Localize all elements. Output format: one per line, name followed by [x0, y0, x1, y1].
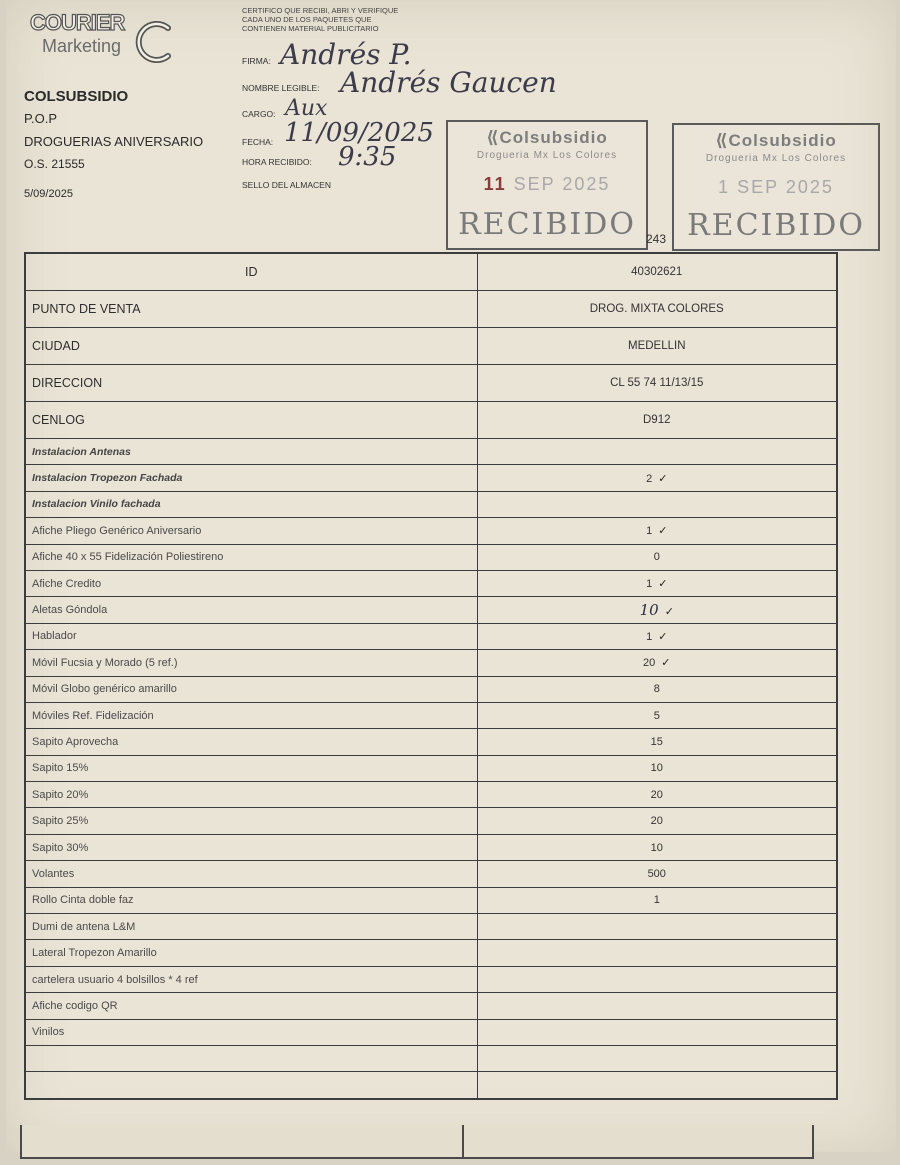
table-header-row — [25, 328, 837, 365]
stamp-date — [448, 174, 646, 195]
item-quantity — [477, 729, 837, 755]
table-row — [25, 439, 837, 465]
item-quantity — [477, 702, 837, 728]
stamp-brand: ⟪Colsubsidio — [715, 131, 837, 150]
row-label: CENLOG — [25, 402, 477, 439]
table-row — [25, 676, 837, 702]
certification-line-2: CADA UNO DE LOS PAQUETES QUE — [242, 15, 372, 24]
item-quantity — [477, 518, 837, 544]
row-label: CIUDAD — [25, 328, 477, 365]
table-row — [25, 755, 837, 781]
item-label: Sapito Aprovecha — [25, 729, 477, 755]
checkmark-icon: ✓ — [664, 605, 674, 619]
item-label — [25, 1045, 477, 1071]
item-label: Afiche 40 x 55 Fidelización Poliestireno — [25, 544, 477, 570]
underlying-divider — [462, 1125, 464, 1157]
item-label: Sapito 30% — [25, 834, 477, 860]
certification-line-3: CONTIENEN MATERIAL PUBLICITARIO — [242, 24, 379, 33]
table-row — [25, 702, 837, 728]
quantity-value: 0 — [653, 551, 660, 564]
item-label: Lateral Tropezon Amarillo — [25, 940, 477, 966]
item-quantity — [477, 439, 837, 465]
quantity-value: 500 — [647, 867, 666, 880]
row-label: PUNTO DE VENTA — [25, 291, 477, 328]
received-stamp-2 — [672, 123, 880, 251]
item-label: Móvil Fucsia y Morado (5 ref.) — [25, 650, 477, 676]
item-quantity — [477, 570, 837, 596]
stamp-store: Drogueria Mx Los Colores — [476, 150, 618, 161]
table-row — [25, 544, 837, 570]
stamp-store: Drogueria Mx Los Colores — [705, 153, 847, 164]
item-label: Vinilos — [25, 1019, 477, 1045]
cargo-value: Aux — [285, 96, 328, 121]
item-quantity — [477, 966, 837, 992]
table-row — [25, 465, 837, 491]
row-value: DROG. MIXTA COLORES — [477, 291, 837, 328]
item-quantity — [477, 861, 837, 887]
quantity-value: 20 — [643, 657, 656, 670]
hora-label: HORA RECIBIDO: — [242, 157, 312, 167]
item-quantity — [477, 1019, 837, 1045]
item-label: Afiche codigo QR — [25, 993, 477, 1019]
quantity-value: 10 — [650, 762, 663, 775]
quantity-value: 15 — [650, 735, 663, 748]
table-row — [25, 1045, 837, 1071]
item-label — [25, 1072, 477, 1099]
stamp-number: 243 — [646, 232, 667, 246]
item-quantity — [477, 940, 837, 966]
item-quantity — [477, 597, 837, 623]
table-row — [25, 914, 837, 940]
item-label: Rollo Cinta doble faz — [25, 887, 477, 913]
table-row — [25, 887, 837, 913]
hora-value: 9:35 — [338, 142, 397, 172]
table-header-row — [25, 291, 837, 328]
quantity-value: 1 — [646, 630, 653, 643]
fecha-label: FECHA: — [242, 137, 274, 147]
certification-line-1: CERTIFICO QUE RECIBI, ABRI Y VERIFIQUE — [242, 6, 399, 15]
item-label: Volantes — [25, 861, 477, 887]
item-quantity — [477, 887, 837, 913]
table-row — [25, 861, 837, 887]
logo-c-icon — [130, 16, 180, 66]
quantity-value: 8 — [653, 683, 660, 696]
item-label: Instalacion Tropezon Fachada — [25, 465, 477, 491]
checkmark-icon: ✓ — [658, 577, 668, 591]
item-quantity — [477, 544, 837, 570]
underlying-sheet — [20, 1125, 814, 1159]
row-value: 40302621 — [477, 253, 837, 291]
table-row — [25, 993, 837, 1019]
item-label: Hablador — [25, 623, 477, 649]
stamp-date — [674, 177, 878, 198]
quantity-value: 20 — [650, 815, 663, 828]
item-label: Afiche Credito — [25, 570, 477, 596]
quantity-value: 10 — [650, 841, 663, 854]
item-quantity — [477, 465, 837, 491]
item-label: cartelera usuario 4 bolsillos * 4 ref — [25, 966, 477, 992]
item-quantity — [477, 1072, 837, 1099]
item-quantity — [477, 914, 837, 940]
row-label: DIRECCION — [25, 365, 477, 402]
quantity-value: 20 — [650, 788, 663, 801]
row-label: ID — [25, 253, 477, 291]
stamp-brand: ⟪Colsubsidio — [486, 128, 608, 147]
item-quantity — [477, 993, 837, 1019]
firma-label: FIRMA: — [242, 56, 271, 66]
material-checklist-table — [24, 252, 838, 1100]
cargo-label: CARGO: — [242, 109, 276, 119]
logo-sub-text: Marketing — [42, 36, 122, 56]
quantity-value: 5 — [653, 709, 660, 722]
item-label: Móvil Globo genérico amarillo — [25, 676, 477, 702]
table-row — [25, 782, 837, 808]
firma-signature: Andrés P. — [280, 38, 412, 71]
table-row — [25, 729, 837, 755]
certification-text — [242, 6, 472, 33]
table-row — [25, 491, 837, 517]
table-row — [25, 834, 837, 860]
nombre-label: NOMBRE LEGIBLE: — [242, 83, 320, 93]
item-label: Sapito 25% — [25, 808, 477, 834]
courier-marketing-logo — [30, 10, 180, 65]
table-row — [25, 518, 837, 544]
item-quantity — [477, 491, 837, 517]
row-value: CL 55 74 11/13/15 — [477, 365, 837, 402]
item-label: Aletas Góndola — [25, 597, 477, 623]
item-quantity — [477, 676, 837, 702]
item-quantity — [477, 623, 837, 649]
table-row — [25, 1019, 837, 1045]
logo-brand-text: COURIER — [30, 10, 125, 35]
table-header-row — [25, 402, 837, 439]
item-label: Afiche Pliego Genérico Aniversario — [25, 518, 477, 544]
quantity-value: 2 — [646, 472, 653, 485]
table-row — [25, 966, 837, 992]
document-date: 5/09/2025 — [24, 188, 73, 200]
table-row — [25, 597, 837, 623]
table-header-row — [25, 253, 837, 291]
table-header-row — [25, 365, 837, 402]
item-quantity — [477, 1045, 837, 1071]
sello-label: SELLO DEL ALMACEN — [242, 180, 331, 190]
item-quantity — [477, 808, 837, 834]
stamp-brand-text: Colsubsidio — [728, 131, 837, 150]
quantity-value: 1 — [653, 894, 660, 907]
row-value: D912 — [477, 402, 837, 439]
item-quantity — [477, 782, 837, 808]
table-row — [25, 650, 837, 676]
quantity-value: 1 — [646, 578, 653, 591]
company-name: COLSUBSIDIO — [24, 88, 129, 105]
table-row — [25, 1072, 837, 1099]
checkmark-icon: ✓ — [658, 471, 668, 485]
item-label: Instalacion Vinilo fachada — [25, 491, 477, 517]
nombre-value: Andrés Gaucen — [340, 66, 557, 99]
item-label: Sapito 15% — [25, 755, 477, 781]
table-row — [25, 940, 837, 966]
row-value: MEDELLIN — [477, 328, 837, 365]
campaign-name: DROGUERIAS ANIVERSARIO — [24, 134, 204, 149]
quantity-value: 1 — [646, 525, 653, 538]
item-quantity — [477, 650, 837, 676]
received-stamp-1 — [446, 120, 648, 250]
table-row — [25, 570, 837, 596]
pop-label: P.O.P — [24, 111, 58, 126]
item-label: Móviles Ref. Fidelización — [25, 702, 477, 728]
stamp-day: 11 — [483, 174, 507, 194]
order-number: O.S. 21555 — [24, 157, 85, 171]
stamp-status: RECIBIDO — [687, 208, 865, 243]
item-label: Sapito 20% — [25, 782, 477, 808]
item-label: Instalacion Antenas — [25, 439, 477, 465]
checkmark-icon: ✓ — [658, 629, 668, 643]
item-quantity — [477, 755, 837, 781]
stamp-month-year: SEP 2025 — [737, 177, 834, 197]
checkmark-icon: ✓ — [661, 656, 671, 670]
item-label: Dumi de antena L&M — [25, 914, 477, 940]
item-quantity — [477, 834, 837, 860]
stamp-status: RECIBIDO — [458, 207, 636, 242]
checkmark-icon: ✓ — [658, 524, 668, 538]
table-row — [25, 808, 837, 834]
stamp-brand-text: Colsubsidio — [499, 128, 608, 147]
stamp-day: 1 — [718, 177, 731, 197]
quantity-value: 10 — [639, 601, 659, 620]
table-row — [25, 623, 837, 649]
stamp-month-year: SEP 2025 — [513, 174, 611, 194]
fecha-value: 11/09/2025 — [284, 118, 434, 148]
